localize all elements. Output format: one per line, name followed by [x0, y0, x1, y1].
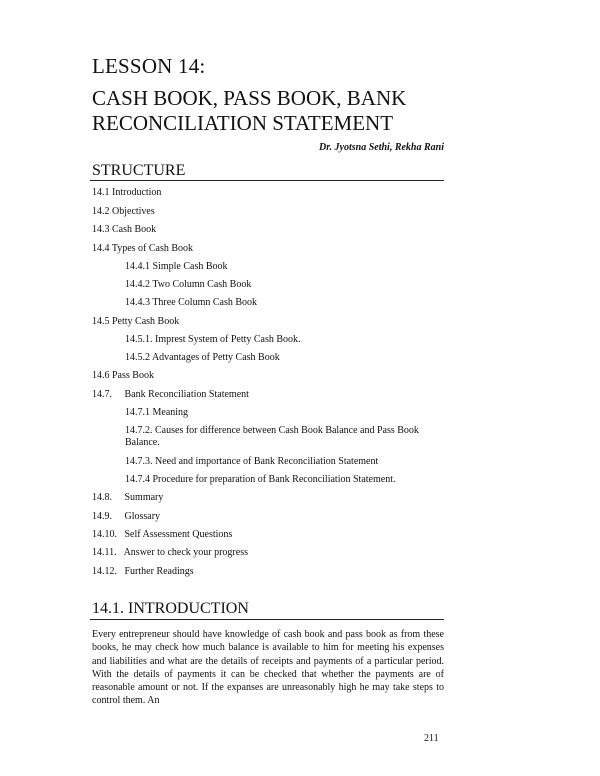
toc-subitem: 14.7.4 Procedure for preparation of Bank Reconciliation Statement.: [125, 474, 396, 485]
toc-subitem: 14.4.3 Three Column Cash Book: [125, 297, 258, 308]
toc-subitem: 14.4.1 Simple Cash Book: [125, 261, 228, 272]
toc-subitem: 14.5.2 Advantages of Petty Cash Book: [125, 352, 280, 363]
lesson-title-line-2: RECONCILIATION STATEMENT: [92, 111, 394, 135]
toc-item: 14.5 Petty Cash Book: [92, 316, 180, 327]
lesson-title-line-1: CASH BOOK, PASS BOOK, BANK: [92, 86, 407, 110]
structure-rule: [90, 180, 444, 181]
toc-item: 14.11. Answer to check your progress: [92, 547, 248, 558]
introduction-paragraph: Every entrepreneur should have knowledge of cash book and pass book as from these books, he may check how much balance is available to him for meeting his expenses and liabilities and what are the details of receipts and payments of a particular period. With the details of payments it can be checked that whether the payments are of reasonable amount or not. If the expanses are unreasonably high he may take steps to control them. An: [92, 629, 444, 707]
page-number: 211: [424, 733, 439, 744]
introduction-rule: [90, 619, 444, 620]
toc-subitem: 14.5.1. Imprest System of Petty Cash Book.: [125, 334, 301, 345]
lesson-number: LESSON 14:: [92, 54, 206, 78]
toc-item: 14.3 Cash Book: [92, 224, 157, 235]
toc-item: 14.8. Summary: [92, 492, 164, 503]
toc-item: 14.10. Self Assessment Questions: [92, 529, 233, 540]
toc-item: 14.6 Pass Book: [92, 370, 154, 381]
toc-subitem: 14.4.2 Two Column Cash Book: [125, 279, 252, 290]
introduction-heading: 14.1. INTRODUCTION: [92, 600, 249, 617]
toc-item: 14.9. Glossary: [92, 511, 161, 522]
toc-subitem: 14.7.3. Need and importance of Bank Reconciliation Statement: [125, 456, 379, 467]
toc-item: 14.12. Further Readings: [92, 566, 194, 577]
structure-heading: STRUCTURE: [92, 162, 186, 179]
toc-item: 14.7. Bank Reconciliation Statement: [92, 389, 249, 400]
toc-item: 14.1 Introduction: [92, 187, 162, 198]
authors: Dr. Jyotsna Sethi, Rekha Rani: [318, 142, 444, 153]
toc-subitem: [125, 425, 425, 449]
lesson-title: [92, 86, 512, 136]
toc-item: 14.2 Objectives: [92, 206, 155, 217]
toc-subitem: 14.7.1 Meaning: [125, 407, 189, 418]
toc-item: 14.4 Types of Cash Book: [92, 243, 194, 254]
toc-subitem-text: 14.7.2. Causes for difference between Cash Book Balance and Pass Book Balance.: [125, 425, 419, 448]
